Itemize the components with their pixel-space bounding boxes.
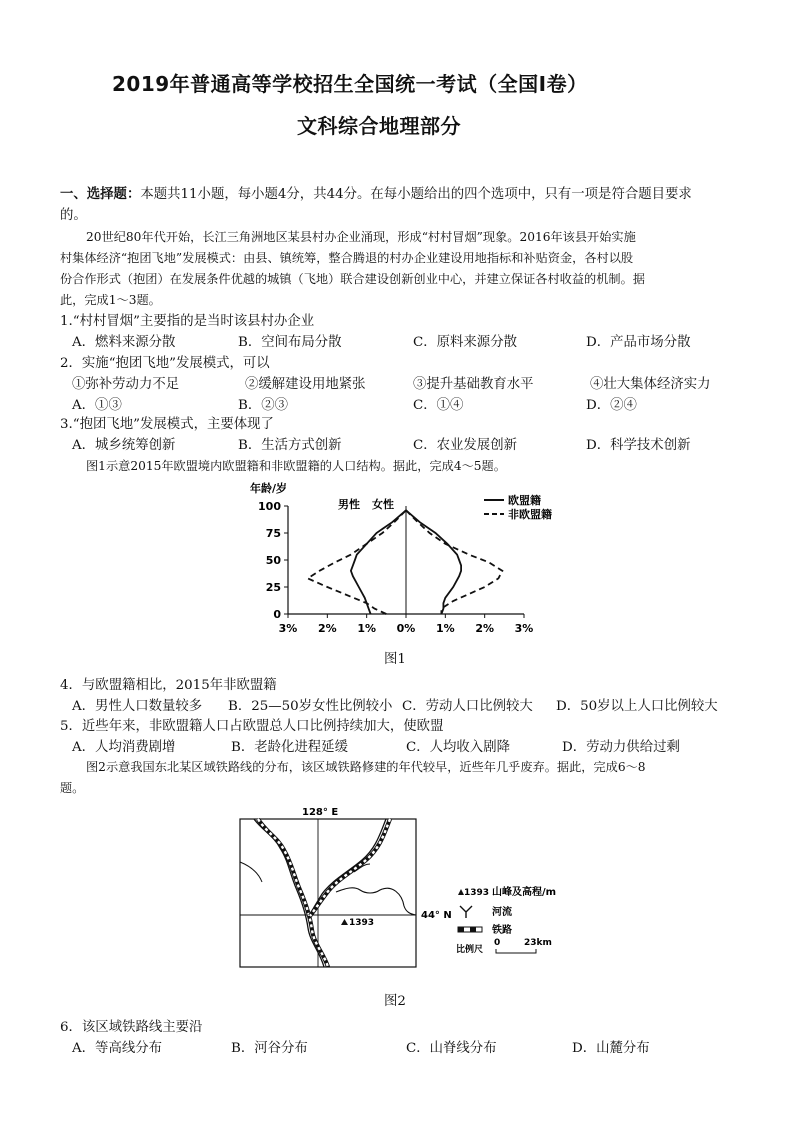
latitude-label: 44° N	[421, 910, 452, 921]
q5-option-d[interactable]: D．劳动力供给过剩	[562, 740, 680, 755]
scale-label: 比例尺	[456, 945, 484, 955]
y-tick-label: 100	[258, 500, 281, 513]
fig1-intro: 图1示意2015年欧盟境内欧盟籍和非欧盟籍的人口结构。据此，完成4～5题。	[86, 459, 506, 473]
non-eu-line	[308, 510, 406, 614]
x-tick-label: 2%	[317, 622, 337, 635]
q3-option-b[interactable]: B．生活方式创新	[238, 438, 342, 453]
question-2-stem: 2．实施“抱团飞地”发展模式，可以	[60, 356, 270, 371]
legend-river-label: 河流	[492, 907, 512, 918]
legend-rail-segment	[458, 927, 464, 932]
legend-river-icon	[460, 906, 472, 918]
population-pyramid-svg	[240, 478, 560, 648]
non-eu-line	[406, 510, 502, 614]
river	[254, 819, 324, 967]
section-desc: 本题共11小题，每小题4分，共44分。在每小题给出的四个选项中，只有一项是符合题目要求	[140, 187, 692, 202]
exam-subtitle: 文科综合地理部分	[297, 114, 461, 138]
figure-2-caption: 图2	[384, 994, 406, 1009]
peak-elevation: 1393	[349, 918, 375, 928]
female-label: 女性	[372, 498, 394, 511]
eu-line	[406, 510, 461, 614]
legend-rail-label: 铁路	[492, 925, 512, 936]
q1-option-d[interactable]: D．产品市场分散	[586, 335, 691, 350]
q2-option-b[interactable]: B．②③	[238, 398, 289, 413]
q2-option-d[interactable]: D．②④	[586, 398, 637, 413]
q2-item-3: ③提升基础教育水平	[413, 377, 534, 392]
passage-line: 村集体经济“抱团飞地”发展模式：由县、镇统筹，整合腾退的村办企业建设用地指标和补贴资金，各村以股	[60, 251, 634, 265]
q2-option-a[interactable]: A．①③	[72, 398, 122, 413]
q6-option-b[interactable]: B．河谷分布	[231, 1041, 308, 1056]
section-header: 一、选择题：本题共11小题，每小题4分，共44分。在每小题给出的四个选项中，只有一项是符合题目要求	[60, 186, 692, 202]
scale-km: 23km	[524, 938, 552, 948]
q2-item-1: ①弥补劳动力不足	[72, 377, 180, 392]
male-label: 男性	[338, 498, 360, 511]
legend-peak-value: 1393	[464, 888, 490, 898]
q5-option-c[interactable]: C．人均收入剧降	[406, 740, 510, 755]
exam-title: 2019年普通高等学校招生全国统一考试（全国I卷）	[112, 72, 588, 96]
question-1-stem: 1.“村村冒烟”主要指的是当时该县村办企业	[60, 314, 315, 329]
railway-map-svg	[236, 802, 566, 974]
question-5-stem: 5．近些年来，非欧盟籍人口占欧盟总人口比例持续加大，使欧盟	[60, 719, 444, 734]
passage-line: 此，完成1～3题。	[60, 293, 161, 307]
peak-triangle-icon	[341, 919, 348, 925]
section-label: 一、选择题	[60, 186, 127, 202]
question-4-stem: 4．与欧盟籍相比，2015年非欧盟籍	[60, 678, 277, 693]
scale-bar	[496, 949, 536, 953]
y-tick-label: 0	[273, 608, 281, 621]
q1-option-c[interactable]: C．原料来源分散	[413, 335, 517, 350]
y-axis-label: 年龄/岁	[250, 482, 288, 495]
question-6-stem: 6．该区域铁路线主要沿	[60, 1020, 203, 1035]
section-desc-cont: 的。	[60, 208, 87, 223]
figure-1-population-chart	[240, 478, 560, 648]
x-tick-label: 3%	[514, 622, 534, 635]
q3-option-d[interactable]: D．科学技术创新	[586, 438, 691, 453]
q6-option-c[interactable]: C．山脊线分布	[406, 1041, 497, 1056]
q4-option-c[interactable]: C．劳动人口比例较大	[402, 699, 533, 714]
legend-eu: 欧盟籍	[508, 494, 541, 507]
river	[240, 862, 262, 882]
question-3-stem: 3.“抱团飞地”发展模式，主要体现了	[60, 417, 274, 432]
legend-rail-segment	[470, 927, 476, 932]
q2-item-4: ④壮大集体经济实力	[590, 377, 711, 392]
q3-option-a[interactable]: A．城乡统筹创新	[72, 438, 176, 453]
q1-option-a[interactable]: A．燃料来源分散	[72, 335, 176, 350]
q5-option-b[interactable]: B．老龄化进程延缓	[231, 740, 348, 755]
q6-option-d[interactable]: D．山麓分布	[572, 1041, 650, 1056]
scale-zero: 0	[494, 938, 501, 948]
longitude-label: 128° E	[302, 807, 339, 818]
passage-line: 20世纪80年代开始，长江三角洲地区某县村办企业涌现，形成“村村冒烟”现象。2016年该县开始实施	[86, 230, 636, 244]
figure-2-railway-map	[236, 802, 566, 974]
x-tick-label: 1%	[357, 622, 377, 635]
legend-peak-label: 山峰及高程/m	[492, 887, 557, 898]
x-tick-label: 3%	[278, 622, 298, 635]
y-tick-label: 75	[265, 527, 281, 540]
passage-line: 份合作形式（抱团）在发展条件优越的城镇（飞地）联合建设创新创业中心，并建立保证各村收益的机制。据	[60, 272, 645, 286]
fig2-intro-cont: 题。	[60, 781, 85, 795]
q1-option-b[interactable]: B．空间布局分散	[238, 335, 342, 350]
eu-line	[351, 510, 406, 614]
river	[336, 888, 416, 915]
fig2-intro: 图2示意我国东北某区域铁路线的分布，该区域铁路修建的年代较早，近些年几乎废弃。据此，完成6～8	[86, 760, 646, 774]
legend-non-eu: 非欧盟籍	[508, 508, 552, 521]
q4-option-a[interactable]: A．男性人口数量较多	[72, 699, 203, 714]
q5-option-a[interactable]: A．人均消费剧增	[72, 740, 176, 755]
q6-option-a[interactable]: A．等高线分布	[72, 1041, 163, 1056]
map-legend	[456, 885, 556, 955]
figure-1-caption: 图1	[384, 652, 406, 667]
q3-option-c[interactable]: C．农业发展创新	[413, 438, 517, 453]
q2-option-c[interactable]: C．①④	[413, 398, 464, 413]
y-tick-label: 50	[265, 554, 281, 567]
x-tick-label: 1%	[435, 622, 455, 635]
q4-option-d[interactable]: D．50岁以上人口比例较大	[556, 699, 718, 714]
q4-option-b[interactable]: B．25—50岁女性比例较小	[228, 699, 393, 714]
x-tick-label: 0%	[396, 622, 416, 635]
x-tick-label: 2%	[475, 622, 495, 635]
q2-item-2: ②缓解建设用地紧张	[245, 377, 366, 392]
y-tick-label: 25	[265, 581, 281, 594]
